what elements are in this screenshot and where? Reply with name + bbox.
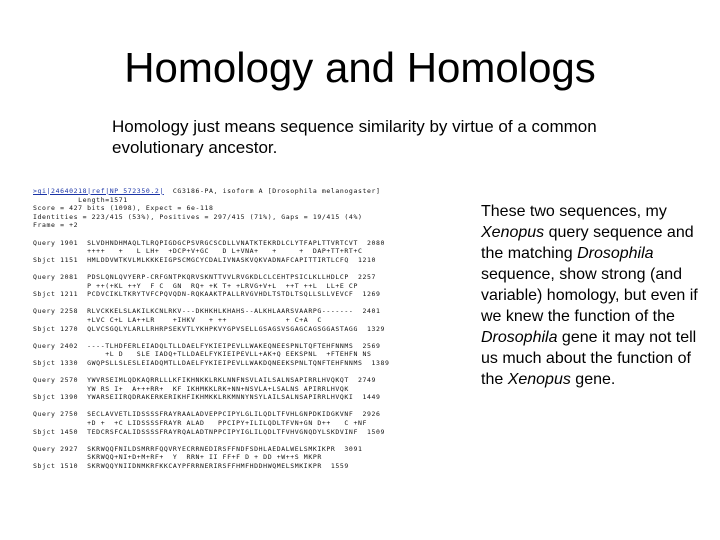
alignment-score: Score = 427 bits (1098), Expect = 6e-118 (33, 204, 214, 213)
subject-line: Sbjct 1390 YWARSEIIRQDRAKERKERIKHFIKHMKKLRKMNNYNSYLAILSALNSAPIRRLHVQKI 1449 (33, 393, 381, 402)
gi-link[interactable]: >gi|24640218|ref|NP_572350.2| (33, 187, 164, 195)
match-line: +LVC C+L LA++LR +IHKV + ++ + C+A C (33, 315, 322, 324)
match-line: SKRWQQ+NI+D+M+RF+ Y RRN+ II FF+F D + DD +W++S MKPR (33, 453, 322, 462)
slide-title: Homology and Homologs (124, 44, 596, 91)
alignment-block (33, 436, 473, 470)
subject-line: Sbjct 1510 SKRWQQYNIIDNMKRFKKCAYPFRRNERIRSFFHMFHDDHWQMELSMKIKPR 1559 (33, 462, 349, 470)
alignment-identities: Identities = 223/415 (53%), Positives = 297/415 (71%), Gaps = 19/415 (4%) (33, 212, 363, 221)
subject-line: Sbjct 1330 GWQPSLLSLESLEIADQMTLLDAELFYKIEIPEVLLWAKDQNEEKSPNLTQNFTEHFNNMS 1389 (33, 358, 390, 367)
alignment-block (33, 299, 473, 333)
match-line: +D + +C LIDSSSSFRAYR ALAD PPCIPY+ILILQDLTFVN+GN D++ C +NF (33, 419, 367, 428)
subject-line: Sbjct 1270 QLVCSGQLYLARLLRHRPSEKVTLYKHPKVYGPVSELLGSAGSVSGAGCAGSGGASTAGG 1329 (33, 324, 386, 333)
query-line: Query 2402 ----TLHDFERLEIADQLTLLDAELFYKIEIPEVLLWAKEQNEESPNLTQFTEHFNNMS 2569 (33, 341, 381, 350)
caption-part: query sequence and the matching (481, 224, 694, 262)
query-line: Query 2258 RLVCKKELSLAKILKCNLRKV---DKHKHLKHAHS--ALKHLAARSVAARPG------- 2401 (33, 307, 381, 316)
alignment-block (33, 264, 473, 298)
query-line: Query 2750 SECLAVVETLIDSSSSFRAYRAALADVEPPCIPYLGLILQDLTFVHLGNPDKIDGKVNF 2926 (33, 410, 381, 419)
caption-part: These two sequences, my (481, 203, 667, 220)
sequence-length: Length=1571 (33, 195, 128, 204)
subject-line: Sbjct 1211 PCDVCIKLTKRYTVFCPQVQDN-RQKAAKTPALLRVGVHDLTSTDLTSQLLSLLVEVCF 1269 (33, 290, 381, 299)
match-line: P ++(+KL ++Y F C GN RQ+ +K T+ +LRVG+V+L ++T ++L LL+E CP (33, 281, 358, 290)
caption-species-xenopus: Xenopus (507, 371, 571, 388)
caption-species-drosophila: Drosophila (577, 245, 654, 262)
query-line: Query 2570 YWVRSEIMLQDKAQRRLLLKFIKHNKKLRKLNNFNSVLAILSALNSAPIRRLHVQKQT 2749 (33, 376, 377, 385)
caption-species-drosophila: Drosophila (481, 329, 558, 346)
alignment-block (33, 230, 473, 264)
caption-part: sequence, show strong (and variable) homology, but even if we knew the function of the (481, 266, 698, 325)
blast-alignment (33, 187, 473, 527)
subject-line: Sbjct 1450 TEDCRSFCALIDSSSSFRAYRQALADTNPPCIPYIGLILQDLTFVHVGNQDYLSKDVINF 1509 (33, 427, 386, 436)
query-line: Query 2927 SKRWQQFNILDSMRRFQQVRYECRRNEDIRSFFNDFSDHLAEDALWELSMKIKPR 3091 (33, 444, 363, 453)
match-line: +L D SLE IADQ+TLLDAELFYKIEIPEVLL+AK+Q EEKSPNL +FTEHFN NS (33, 350, 372, 359)
caption-part: gene. (570, 371, 616, 388)
query-line: Query 2081 PDSLQNLQVYERP-CRFGNTPKQRVSKNTTVVLRVGKDLCLCEHTPSICLKLLHDLCP 2257 (33, 272, 377, 281)
alignment-block (33, 367, 473, 401)
subject-line: Sbjct 1151 HMLDDVWTKVLMLKKKEIGPSCMGCYCDALIVNASKVQKVADNAFCAPITTIRTLCFQ 1210 (33, 255, 377, 264)
alignment-blocks (33, 230, 473, 471)
alignment-frame: Frame = +2 (33, 221, 79, 230)
query-line: Query 1901 SLVDHNDHMAQLTLRQPIGDGCPSVRGCSCDLLVNATKTEKRDLCLYTFAPLTTVRTCVT 2080 (33, 238, 386, 247)
match-line: YW RS I+ A+++RR+ KF IKHMKKLRK+NN+NSVLA+LSALNS APIRRLHVQK (33, 384, 349, 393)
match-line: ++++ + L LH+ +DCP+V+GC D L+VNA+ + + DAP+TT+RT+C (33, 247, 363, 256)
alignment-block (33, 333, 473, 367)
caption-species-xenopus: Xenopus (481, 224, 545, 241)
intro-text: Homology just means sequence similarity by virtue of a common evolutionary ancestor. (112, 117, 597, 157)
gi-description: CG3186-PA, isoform A [Drosophila melanogaster] (163, 187, 381, 195)
caption-text (481, 201, 701, 390)
alignment-block (33, 402, 473, 436)
caption-part: gene it may not tell us much about the function of the (481, 329, 697, 388)
